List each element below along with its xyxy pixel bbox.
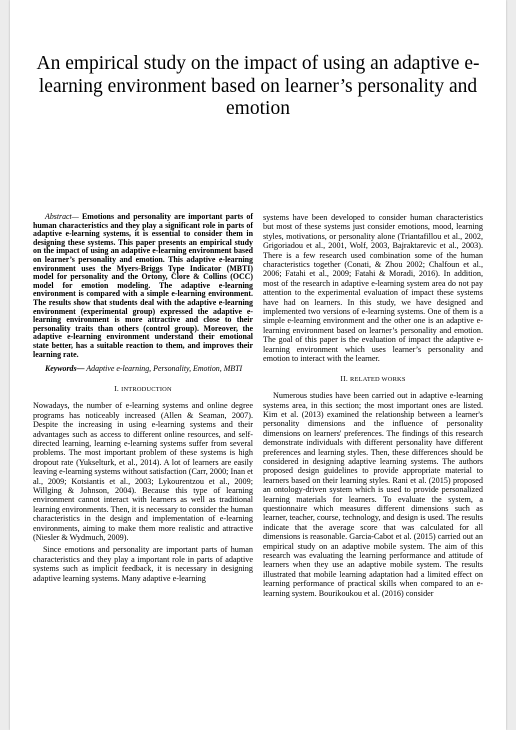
paper-title: An empirical study on the impact of using an adaptive e-learning environment based on learner’s personality and emotion (36, 53, 480, 119)
section-number: II. (340, 373, 348, 383)
paper-page (10, 0, 506, 730)
intro-paragraph-3: systems have been developed to consider human characteristics but most of these systems just consider emotions, mood, learning styles, motivations, or personality alone (Triantafillou et al., 2002, Grigoriadou et al., 2001, Wolf, 2003, Bajraktarevic et al., 2003). There is a few research used combination some of the human characteristics together (Conati, & Zhou 2002; Chalfoun et al., 2006; Fatahi et al., 2009; Fatahi & Moradi, 2016). In addition, most of the research in adaptive e-learning system area do not pay attention to the experimental evaluation of impact these systems have had on learners. In this study, we have designed and implemented two versions of e-learning systems. One of them is a simple e-learning environment and the other one is an adaptive e-learning environment based on learner’s personality and emotion. The goal of this paper is the evaluation of impact the adaptive e-learning environment which uses learner’s personality and emotion to interact with the learner. (263, 213, 483, 364)
abstract-lead: Abstract— (45, 212, 79, 221)
related-works-paragraph: Numerous studies have been carried out in adaptive e-learning systems area, in this section; the most important ones are listed. Kim et al. (2013) examined the relationship between a learner's personality dimensions and the influence of personality dimensions on learners' preferences. The findings of this research demonstrate individuals with different personality have different preferences and learning styles. Then, these differences should be considered in designing adaptive learning systems. The authors proposed design guidelines to provide appropriate material to learners based on their learning styles. Rani et al. (2015) proposed an ontology-driven system which is used to provide personalized learning materials for learners. To evaluate the system, a questionnaire which measures different dimensions such as learner, teacher, course, technology, and design is used. The results indicate that the average score that was calculated for all dimensions is reasonable. Garcia-Cabot et al. (2015) carried out an empirical study on an adaptive mobile system. The aim of this research was evaluating the learning performance and attitude of learners when they use an adaptive mobile system. The results illustrated that mobile learning adaptation had a limited effect on learning performance of practical skills when compared to an e-learning system. Bourikoukou et al. (2016) consider (263, 391, 483, 598)
section-heading-related-works (263, 375, 483, 385)
left-column (33, 213, 253, 583)
keywords-text: Adaptive e-learning, Personality, Emotion, MBTI (84, 364, 243, 374)
abstract-text: Emotions and personality are important parts of human characteristics and they play a significant role in parts of adaptive e-learning systems, it is essential to consider them in designing these systems. This paper presents an empirical study on the impact of using an adaptive e-learning environment based on learner’s personality and emotion. This adaptive e-learning environment uses the Myers-Briggs Type Indicator (MBTI) model for personality and the Ortony, Clore & Collins (OCC) model for emotion modeling. The adaptive e-learning environment is compared with a simple e-learning environment. The results show that students deal with the adaptive e-learning environment (experimental group) expressed the adaptive e-learning environment is more attractive and close to their personality traits than others (control group). Moreover, the adaptive e-learning environment understand their emotional state better, has a suitable reaction to them, and improves their learning rate. (33, 212, 253, 359)
section-title: INTRODUCTION (121, 385, 172, 393)
section-heading-introduction (33, 385, 253, 395)
section-title: RELATED WORKS (350, 375, 406, 383)
section-number: I. (114, 383, 120, 393)
right-column (263, 213, 483, 598)
abstract (33, 213, 253, 359)
keywords (33, 365, 253, 374)
keywords-lead: Keywords— (45, 364, 85, 374)
intro-paragraph-1: Nowadays, the number of e-learning systems and online degree programs has noticeably increased (Allen & Seaman, 2007). Despite the increasing in using e-learning systems and their advantages such as access to different online resources, and self-directed learning, learning e-learning systems suffer from several problems. The most important problem of these systems is high dropout rate (Yukselturk, et al., 2014). A lot of learners are easily leaving e-learning systems without satisfaction (Carr, 2000; Inan et al., 2009; Kotsiantis et al., 2003; Lykourentzou et al., 2009; Willging & Johnson, 2004). Because this type of learning environment cannot interact with learners as well as traditional learning environments. Then, it is necessary to consider the human characteristics in the design and implementation of e-learning environments, aiming to make them more realistic and attractive (Niesler & Wydmuch, 2009). (33, 401, 253, 542)
intro-paragraph-2: Since emotions and personality are important parts of human characteristics and they play a important role in parts of adaptive systems such as implicit feedback, it is necessary in designing adaptive learning systems. Many adaptive e-learning (33, 545, 253, 583)
